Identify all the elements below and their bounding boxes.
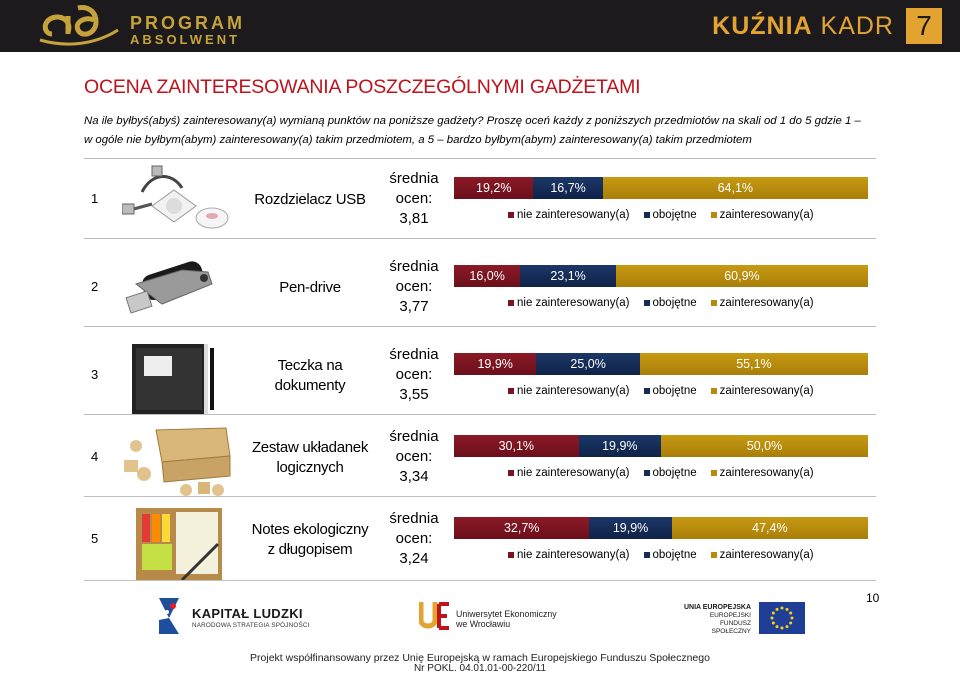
category-label-line: Notes ekologiczny (251, 521, 369, 538)
usb-flash-drive-icon (122, 250, 232, 330)
legend-item (711, 467, 814, 479)
row-divider (84, 238, 876, 239)
legend-item (644, 385, 697, 397)
average-label-suffix: ocen: (395, 366, 433, 383)
legend-swatch (644, 470, 650, 476)
data-label: 23,1% (550, 269, 586, 283)
data-label: 16,0% (469, 269, 505, 283)
legend-swatch (644, 300, 650, 306)
eu-line-3: FUNDUSZ SPOŁECZNY (711, 620, 751, 635)
average-score (378, 345, 450, 405)
average-score (378, 509, 450, 569)
eu-star-icon (776, 608, 779, 611)
eu-star-icon (786, 608, 789, 611)
legend-swatch (508, 300, 514, 306)
legend-label: nie zainteresowany(a) (517, 297, 630, 309)
legend-item (508, 297, 630, 309)
bar-segment-interested (603, 177, 868, 199)
legend-item (711, 297, 814, 309)
average-label-suffix: ocen: (395, 530, 433, 547)
document-folder-icon (122, 338, 232, 418)
category-label (244, 356, 376, 396)
ue-line-1: Uniwersytet Ekonomiczny (456, 609, 557, 619)
legend-label: obojętne (652, 549, 697, 561)
category-label (244, 190, 376, 210)
legend-item (644, 549, 697, 561)
legend-label: nie zainteresowany(a) (517, 385, 630, 397)
eu-star-icon (776, 625, 779, 628)
category-label-line: Zestaw układanek (251, 439, 369, 456)
survey-question (84, 112, 884, 150)
legend-swatch (711, 212, 717, 218)
average-label: średnia (389, 346, 439, 363)
eco-notebook-icon (122, 502, 232, 582)
row-divider (84, 326, 876, 327)
data-label: 19,9% (477, 357, 513, 371)
program-absolwent-logo (38, 4, 258, 50)
eu-star-icon (786, 625, 789, 628)
survey-question-line-2: w ogóle nie byłbym(abym) zainteresowany(a) takim przedmiotem, a 5 – bardzo byłbym(abym) zainteresowany(a) takim przedmiotem (84, 134, 752, 146)
eu-flag-icon (759, 602, 805, 634)
category-label-line: Rozdzielacz USB (254, 191, 366, 208)
average-value: 3,24 (399, 550, 429, 567)
average-label: średnia (389, 258, 439, 275)
category-label-line: z długopisem (267, 541, 353, 558)
legend-item (644, 209, 697, 221)
legend-item (711, 209, 814, 221)
eu-star-icon (781, 607, 784, 610)
average-label: średnia (389, 510, 439, 527)
bar-segment-interested (616, 265, 868, 287)
legend-swatch (711, 388, 717, 394)
data-label: 64,1% (717, 181, 754, 195)
legend-swatch (711, 552, 717, 558)
legend-item (644, 297, 697, 309)
bar-segment-neutral (579, 435, 661, 457)
data-label: 16,7% (550, 181, 586, 195)
eu-efs-text (681, 604, 751, 636)
average-label: średnia (389, 428, 439, 445)
average-label-suffix: ocen: (395, 190, 433, 207)
eu-star-icon (789, 622, 792, 625)
average-label-suffix: ocen: (395, 278, 433, 295)
stacked-bar (454, 177, 868, 199)
logo-absolwent-text: ABSOLWENT (130, 32, 241, 47)
kapital-ludzki-logo-icon (157, 592, 181, 640)
chart-row (84, 160, 876, 244)
wooden-puzzle-icon (122, 420, 232, 500)
bar-segment-not-interested (454, 353, 536, 375)
header-bar (0, 0, 960, 52)
legend-label: obojętne (652, 385, 697, 397)
bar-segment-neutral (589, 517, 671, 539)
average-value: 3,34 (399, 468, 429, 485)
legend (508, 385, 828, 397)
bar-segment-interested (640, 353, 868, 375)
ue-wroclaw-logo-icon (419, 600, 451, 632)
legend-swatch (644, 212, 650, 218)
legend-label: zainteresowany(a) (719, 549, 814, 561)
average-value: 3,55 (399, 386, 429, 403)
kuznia-kadr-text (712, 12, 894, 41)
legend-swatch (508, 212, 514, 218)
legend-label: zainteresowany(a) (719, 297, 814, 309)
chart-row (84, 418, 876, 502)
ue-wroclaw-text (456, 609, 557, 629)
category-label-line: Pen-drive (279, 279, 341, 296)
eu-star-icon (772, 622, 775, 625)
stacked-bar (454, 517, 868, 539)
eu-line-1: UNIA EUROPEJSKA (683, 604, 751, 611)
average-label-suffix: ocen: (395, 448, 433, 465)
legend-item (508, 209, 630, 221)
average-score (378, 169, 450, 229)
category-label (244, 438, 376, 478)
row-divider (84, 158, 876, 159)
category-label (244, 520, 376, 560)
eu-star-icon (789, 612, 792, 615)
legend (508, 297, 828, 309)
legend-label: obojętne (652, 467, 697, 479)
data-label: 30,1% (498, 439, 535, 453)
legend-item (644, 467, 697, 479)
bar-segment-neutral (520, 265, 616, 287)
legend-swatch (711, 470, 717, 476)
data-label: 19,9% (612, 521, 649, 535)
stacked-bar (454, 435, 868, 457)
bar-segment-not-interested (454, 517, 589, 539)
project-cofinancing-note: Projekt współfinansowany przez Unię Europejską w ramach Europejskiego Funduszu Społecznego (250, 652, 710, 664)
kadr-text: KADR (820, 12, 894, 40)
program-absolwent-logo-icon (38, 4, 124, 50)
legend-item (508, 385, 630, 397)
chart-row (84, 500, 876, 584)
legend-swatch (508, 470, 514, 476)
row-divider (84, 580, 876, 581)
kuznia-kadr-logo (702, 8, 942, 44)
legend (508, 209, 828, 221)
legend-swatch (644, 552, 650, 558)
legend (508, 467, 828, 479)
bar-segment-neutral (533, 177, 602, 199)
bar-segment-not-interested (454, 177, 533, 199)
legend-item (508, 549, 630, 561)
eu-line-2: EUROPEJSKI (709, 612, 751, 619)
row-number: 5 (91, 531, 99, 546)
data-label: 60,9% (724, 269, 760, 283)
legend-item (508, 467, 630, 479)
bar-segment-interested (661, 435, 868, 457)
data-label: 32,7% (503, 521, 540, 535)
legend-item (711, 549, 814, 561)
survey-question-line-1: Na ile byłbyś(abyś) zainteresowany(a) wymianą punktów na poniższe gadżety? Proszę oceń każdy z poniższych przedmiotów na skali od 1 do 5 gdzie 1 – (84, 115, 861, 127)
legend-label: obojętne (652, 209, 697, 221)
logo-program-text: PROGRAM (130, 13, 245, 33)
row-number: 2 (91, 279, 99, 294)
category-label-line: Teczka na (277, 357, 343, 374)
ue-line-2: we Wrocławiu (456, 619, 511, 629)
legend-swatch (711, 300, 717, 306)
kuznia-text: KUŹNIA (712, 12, 813, 40)
category-label (244, 278, 376, 298)
kuznia-number-badge: 7 (906, 8, 942, 44)
legend-label: nie zainteresowany(a) (517, 467, 630, 479)
row-number: 3 (91, 367, 99, 382)
usb-hub-icon (122, 162, 232, 242)
row-number: 1 (91, 191, 99, 206)
legend-swatch (508, 388, 514, 394)
average-score (378, 257, 450, 317)
eu-star-icon (771, 617, 774, 620)
legend-item (711, 385, 814, 397)
row-divider (84, 414, 876, 415)
average-value: 3,81 (399, 210, 429, 227)
row-number: 4 (91, 449, 99, 464)
legend-label: zainteresowany(a) (719, 209, 814, 221)
chart-row (84, 336, 876, 420)
chart-row (84, 248, 876, 332)
page-number: 10 (866, 591, 880, 605)
stacked-bar (454, 265, 868, 287)
average-label: średnia (389, 170, 439, 187)
page-title: OCENA ZAINTERESOWANIA POSZCZEGÓLNYMI GADŻETAMI (84, 76, 641, 98)
stacked-bar (454, 353, 868, 375)
project-number: Nr POKL. 04.01.01-00-220/11 (413, 663, 547, 674)
data-label: 19,9% (602, 439, 638, 453)
data-label: 19,2% (476, 181, 512, 195)
legend-label: nie zainteresowany(a) (517, 209, 630, 221)
legend-swatch (644, 388, 650, 394)
bar-segment-not-interested (454, 435, 579, 457)
data-label: 25,0% (570, 357, 606, 371)
data-label: 47,4% (752, 521, 788, 535)
eu-star-icon (781, 627, 784, 630)
row-divider (84, 496, 876, 497)
legend-label: zainteresowany(a) (719, 467, 814, 479)
legend-label: zainteresowany(a) (719, 385, 814, 397)
average-value: 3,77 (399, 298, 429, 315)
data-label: 50,0% (746, 439, 783, 453)
legend-label: nie zainteresowany(a) (517, 549, 630, 561)
bar-segment-neutral (536, 353, 640, 375)
kapital-ludzki-subtitle: NARODOWA STRATEGIA SPÓJNOŚCI (192, 622, 310, 629)
bar-segment-interested (672, 517, 868, 539)
eu-star-icon (772, 612, 775, 615)
bar-segment-not-interested (454, 265, 520, 287)
eu-star-icon (791, 617, 794, 620)
average-score (378, 427, 450, 487)
category-label-line: dokumenty (274, 377, 346, 394)
legend-swatch (508, 552, 514, 558)
kapital-ludzki-title: KAPITAŁ LUDZKI (192, 606, 303, 621)
category-label-line: logicznych (276, 459, 344, 476)
data-label: 55,1% (736, 357, 772, 371)
legend (508, 549, 828, 561)
legend-label: obojętne (652, 297, 697, 309)
